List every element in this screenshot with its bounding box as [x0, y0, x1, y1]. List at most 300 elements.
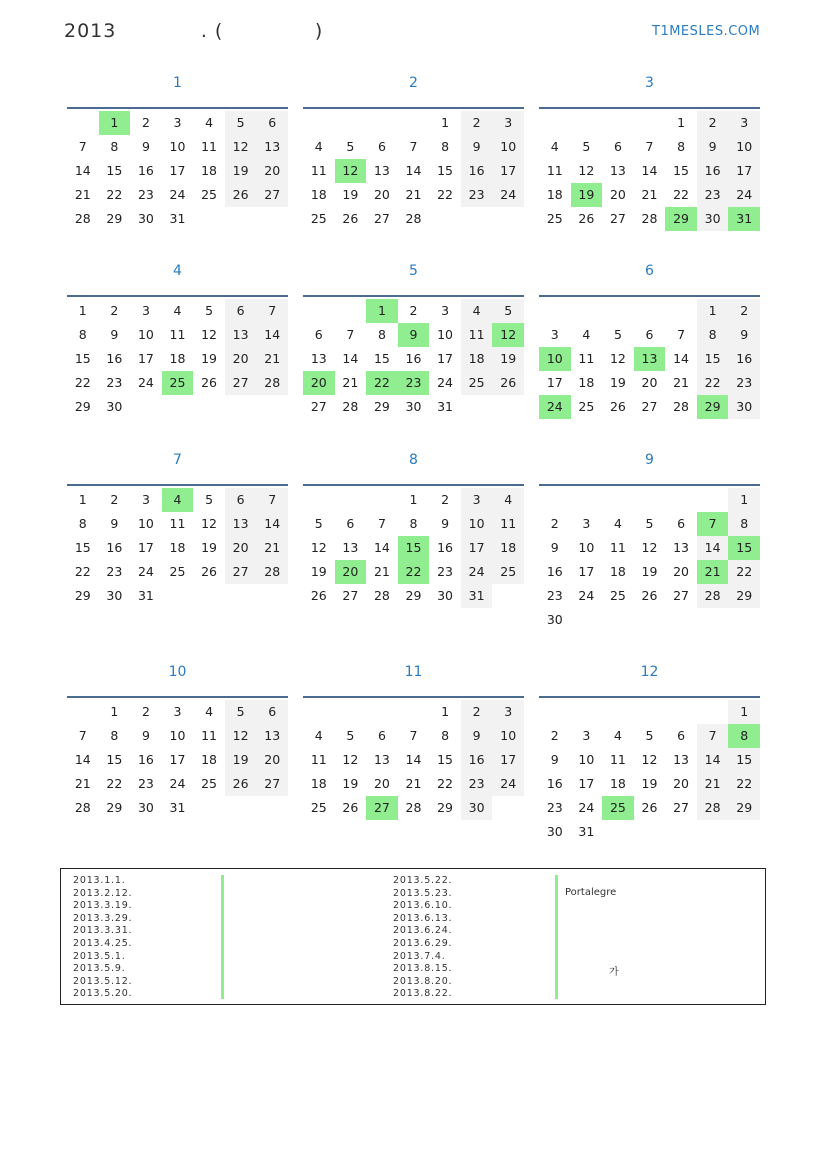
holiday-date: 2013.8.22. — [393, 988, 453, 1000]
day-cell: 18 — [492, 536, 524, 560]
day-cell: 26 — [342, 211, 359, 226]
day-cell: 29 — [74, 588, 91, 603]
day-cell: 8 — [441, 139, 450, 154]
day-cell: 14 — [697, 536, 729, 560]
day-cell: 26 — [225, 183, 257, 207]
month-title: 1 — [173, 75, 182, 91]
day-cell: 14 — [342, 351, 359, 366]
month-divider — [67, 107, 288, 109]
empty-cell — [303, 488, 335, 512]
day-cell: 26 — [641, 588, 658, 603]
day-cell: 22 — [673, 187, 690, 202]
day-cell: 1 — [110, 704, 119, 719]
day-cell: 13 — [373, 752, 390, 767]
day-cell: 16 — [461, 159, 493, 183]
day-cell: 15 — [728, 536, 760, 560]
day-cell: 17 — [169, 752, 186, 767]
day-grid — [303, 299, 524, 419]
page-title: 2013 . ( ) — [64, 20, 324, 42]
day-cell: 25 — [169, 564, 186, 579]
day-cell: 14 — [373, 540, 390, 555]
holiday-date: 2013.2.12. — [73, 887, 133, 899]
day-cell: 3 — [550, 327, 559, 342]
month-divider — [539, 107, 760, 109]
day-cell: 13 — [225, 512, 257, 536]
month-12 — [539, 663, 760, 844]
day-cell: 20 — [335, 560, 367, 584]
day-cell: 13 — [634, 347, 666, 371]
day-cell: 6 — [225, 299, 257, 323]
day-cell: 8 — [110, 728, 119, 743]
day-cell: 21 — [697, 772, 729, 796]
day-cell: 3 — [461, 488, 493, 512]
day-cell: 6 — [314, 327, 323, 342]
holiday-date: 2013.5.20. — [73, 988, 133, 1000]
day-cell: 7 — [697, 512, 729, 536]
day-cell: 25 — [201, 187, 218, 202]
day-cell: 30 — [106, 588, 123, 603]
day-cell: 5 — [645, 516, 654, 531]
day-cell: 29 — [728, 796, 760, 820]
day-cell: 9 — [110, 516, 119, 531]
day-grid — [303, 488, 524, 608]
month-1 — [67, 74, 288, 231]
day-cell: 27 — [366, 796, 398, 820]
day-cell: 14 — [405, 163, 422, 178]
day-cell: 8 — [78, 327, 87, 342]
day-cell: 21 — [74, 187, 91, 202]
day-cell: 16 — [461, 748, 493, 772]
day-cell: 26 — [201, 564, 218, 579]
day-cell: 16 — [106, 351, 123, 366]
empty-cell — [634, 700, 666, 724]
empty-cell — [366, 488, 398, 512]
empty-cell — [539, 700, 571, 724]
day-cell: 18 — [310, 776, 327, 791]
day-cell: 13 — [256, 135, 288, 159]
day-cell: 10 — [137, 516, 154, 531]
empty-cell — [602, 488, 634, 512]
day-cell: 23 — [728, 371, 760, 395]
day-cell: 22 — [106, 187, 123, 202]
month-11 — [303, 663, 524, 820]
day-cell: 3 — [173, 115, 182, 130]
day-cell: 20 — [225, 347, 257, 371]
holiday-list-left — [73, 875, 132, 1001]
month-5 — [303, 262, 524, 419]
day-cell: 9 — [697, 135, 729, 159]
day-cell: 13 — [256, 724, 288, 748]
day-cell: 17 — [169, 163, 186, 178]
day-cell: 11 — [310, 752, 327, 767]
day-cell: 11 — [609, 752, 626, 767]
empty-cell — [303, 299, 335, 323]
day-cell: 27 — [256, 183, 288, 207]
holiday-date: 2013.8.20. — [393, 975, 453, 987]
day-cell: 4 — [492, 488, 524, 512]
day-cell: 7 — [409, 728, 418, 743]
day-cell: 17 — [137, 351, 154, 366]
day-cell: 6 — [256, 700, 288, 724]
day-cell: 1 — [366, 299, 398, 323]
day-cell: 6 — [377, 139, 386, 154]
day-cell: 9 — [141, 139, 150, 154]
day-cell: 7 — [377, 516, 386, 531]
day-cell: 26 — [641, 800, 658, 815]
holiday-date: 2013.6.24. — [393, 925, 453, 937]
day-cell: 10 — [539, 347, 571, 371]
day-cell: 8 — [110, 139, 119, 154]
empty-cell — [602, 700, 634, 724]
empty-cell — [335, 299, 367, 323]
day-cell: 14 — [673, 351, 690, 366]
day-cell: 2 — [110, 303, 119, 318]
month-7 — [67, 451, 288, 608]
day-cell: 27 — [342, 588, 359, 603]
day-cell: 11 — [609, 540, 626, 555]
day-cell: 1 — [409, 492, 418, 507]
day-cell: 28 — [697, 796, 729, 820]
day-cell: 5 — [205, 303, 214, 318]
day-cell: 22 — [74, 375, 91, 390]
day-cell: 10 — [137, 327, 154, 342]
day-cell: 20 — [225, 536, 257, 560]
day-cell: 4 — [461, 299, 493, 323]
day-cell: 17 — [578, 564, 595, 579]
empty-cell — [398, 111, 430, 135]
day-cell: 23 — [106, 564, 123, 579]
day-cell: 18 — [201, 163, 218, 178]
day-cell: 29 — [665, 207, 697, 231]
day-cell: 20 — [373, 776, 390, 791]
day-cell: 23 — [137, 187, 154, 202]
month-6 — [539, 262, 760, 419]
day-cell: 23 — [137, 776, 154, 791]
day-cell: 24 — [492, 772, 524, 796]
day-cell: 25 — [162, 371, 194, 395]
day-cell: 31 — [169, 800, 186, 815]
day-cell: 2 — [441, 492, 450, 507]
day-cell: 25 — [578, 399, 595, 414]
day-cell: 9 — [728, 323, 760, 347]
day-cell: 11 — [169, 516, 186, 531]
day-cell: 13 — [609, 163, 626, 178]
holiday-date: 2013.1.1. — [73, 875, 126, 886]
day-cell: 20 — [256, 748, 288, 772]
empty-cell — [366, 111, 398, 135]
day-cell: 21 — [373, 564, 390, 579]
day-cell: 2 — [110, 492, 119, 507]
day-cell: 15 — [728, 748, 760, 772]
day-cell: 9 — [141, 728, 150, 743]
day-cell: 17 — [546, 375, 563, 390]
day-cell: 16 — [437, 540, 454, 555]
month-divider — [303, 295, 524, 297]
day-cell: 13 — [673, 752, 690, 767]
day-cell: 14 — [641, 163, 658, 178]
day-cell: 11 — [310, 163, 327, 178]
holiday-date: 2013.6.29. — [393, 937, 453, 949]
day-cell: 5 — [645, 728, 654, 743]
month-divider — [67, 484, 288, 486]
month-title: 2 — [409, 75, 418, 91]
empty-cell — [634, 111, 666, 135]
day-cell: 1 — [697, 299, 729, 323]
day-cell: 16 — [728, 347, 760, 371]
empty-cell — [398, 700, 430, 724]
day-cell: 29 — [373, 399, 390, 414]
empty-cell — [67, 700, 99, 724]
day-cell: 20 — [256, 159, 288, 183]
day-cell: 2 — [141, 704, 150, 719]
day-grid — [539, 111, 760, 231]
empty-cell — [571, 488, 603, 512]
day-cell: 21 — [74, 776, 91, 791]
day-cell: 2 — [550, 516, 559, 531]
month-title: 3 — [645, 75, 654, 91]
month-10 — [67, 663, 288, 820]
day-cell: 16 — [106, 540, 123, 555]
day-cell: 25 — [492, 560, 524, 584]
month-divider — [303, 484, 524, 486]
day-cell: 27 — [225, 371, 257, 395]
day-cell: 18 — [461, 347, 493, 371]
month-title: 5 — [409, 263, 418, 279]
day-grid — [539, 299, 760, 419]
day-cell: 8 — [728, 724, 760, 748]
day-cell: 5 — [346, 139, 355, 154]
day-cell: 4 — [613, 516, 622, 531]
holiday-date: 2013.6.10. — [393, 900, 453, 912]
day-cell: 5 — [582, 139, 591, 154]
day-cell: 28 — [373, 588, 390, 603]
day-cell: 24 — [728, 183, 760, 207]
day-cell: 5 — [225, 111, 257, 135]
day-cell: 12 — [641, 540, 658, 555]
day-cell: 24 — [169, 187, 186, 202]
empty-cell — [67, 111, 99, 135]
month-title: 7 — [173, 452, 182, 468]
day-cell: 21 — [256, 347, 288, 371]
day-cell: 5 — [205, 492, 214, 507]
day-cell: 10 — [461, 512, 493, 536]
day-cell: 1 — [728, 700, 760, 724]
day-cell: 15 — [437, 163, 454, 178]
day-cell: 3 — [728, 111, 760, 135]
day-cell: 27 — [225, 560, 257, 584]
empty-cell — [602, 111, 634, 135]
day-cell: 1 — [441, 704, 450, 719]
holiday-date: 2013.7.4. — [393, 950, 446, 962]
day-cell: 19 — [342, 187, 359, 202]
day-cell: 8 — [677, 139, 686, 154]
day-cell: 6 — [677, 516, 686, 531]
day-cell: 31 — [169, 211, 186, 226]
day-cell: 28 — [256, 371, 288, 395]
day-cell: 2 — [697, 111, 729, 135]
day-cell: 30 — [697, 207, 729, 231]
day-cell: 30 — [546, 612, 563, 627]
day-cell: 29 — [728, 584, 760, 608]
day-cell: 17 — [728, 159, 760, 183]
day-cell: 13 — [673, 540, 690, 555]
day-cell: 30 — [106, 399, 123, 414]
day-cell: 18 — [201, 752, 218, 767]
day-cell: 19 — [641, 564, 658, 579]
day-cell: 23 — [461, 183, 493, 207]
day-cell: 30 — [437, 588, 454, 603]
day-cell: 4 — [613, 728, 622, 743]
day-cell: 24 — [492, 183, 524, 207]
day-cell: 11 — [201, 139, 218, 154]
day-cell: 27 — [641, 399, 658, 414]
day-cell: 16 — [546, 776, 563, 791]
day-cell: 18 — [546, 187, 563, 202]
day-cell: 21 — [405, 776, 422, 791]
day-cell: 21 — [256, 536, 288, 560]
empty-cell — [697, 488, 729, 512]
day-cell: 20 — [673, 564, 690, 579]
empty-cell — [571, 299, 603, 323]
day-cell: 7 — [697, 724, 729, 748]
day-cell: 31 — [137, 588, 154, 603]
day-cell: 29 — [74, 399, 91, 414]
day-cell: 22 — [74, 564, 91, 579]
day-cell: 8 — [728, 512, 760, 536]
empty-cell — [539, 488, 571, 512]
month-title: 12 — [640, 664, 659, 680]
day-cell: 3 — [582, 728, 591, 743]
day-cell: 19 — [225, 159, 257, 183]
empty-cell — [571, 700, 603, 724]
day-cell: 23 — [398, 371, 430, 395]
location-note: Portalegre — [565, 887, 617, 898]
empty-cell — [539, 299, 571, 323]
day-cell: 15 — [106, 163, 123, 178]
month-divider — [539, 295, 760, 297]
day-cell: 23 — [461, 772, 493, 796]
holiday-date: 2013.5.23. — [393, 887, 453, 899]
day-cell: 12 — [342, 752, 359, 767]
empty-cell — [366, 700, 398, 724]
day-cell: 18 — [609, 776, 626, 791]
empty-cell — [665, 700, 697, 724]
day-cell: 29 — [106, 800, 123, 815]
day-grid — [303, 700, 524, 820]
day-cell: 12 — [609, 351, 626, 366]
day-cell: 7 — [256, 488, 288, 512]
day-cell: 10 — [169, 728, 186, 743]
day-cell: 5 — [492, 299, 524, 323]
day-cell: 7 — [645, 139, 654, 154]
empty-cell — [665, 299, 697, 323]
day-cell: 5 — [225, 700, 257, 724]
day-cell: 29 — [697, 395, 729, 419]
day-cell: 3 — [141, 303, 150, 318]
day-cell: 28 — [256, 560, 288, 584]
day-cell: 30 — [546, 824, 563, 839]
day-cell: 25 — [546, 211, 563, 226]
day-cell: 21 — [697, 560, 729, 584]
day-cell: 28 — [641, 211, 658, 226]
day-grid — [67, 700, 288, 820]
day-cell: 30 — [137, 211, 154, 226]
day-cell: 15 — [74, 540, 91, 555]
day-grid — [539, 700, 760, 844]
day-cell: 1 — [441, 115, 450, 130]
day-cell: 14 — [405, 752, 422, 767]
holiday-date: 2013.5.1. — [73, 950, 126, 962]
day-cell: 11 — [169, 327, 186, 342]
day-cell: 1 — [78, 303, 87, 318]
month-title: 4 — [173, 263, 182, 279]
site-logo[interactable]: T1MESLES.COM — [652, 24, 761, 39]
day-cell: 1 — [677, 115, 686, 130]
holiday-list-box — [60, 868, 766, 1005]
day-cell: 21 — [405, 187, 422, 202]
day-cell: 2 — [550, 728, 559, 743]
day-cell: 5 — [314, 516, 323, 531]
day-cell: 18 — [609, 564, 626, 579]
day-cell: 17 — [492, 748, 524, 772]
day-cell: 3 — [441, 303, 450, 318]
empty-cell — [335, 488, 367, 512]
day-cell: 18 — [310, 187, 327, 202]
day-cell: 23 — [546, 588, 563, 603]
empty-cell — [303, 111, 335, 135]
holiday-date: 2013.5.22. — [393, 875, 453, 886]
month-divider — [539, 696, 760, 698]
day-cell: 6 — [645, 327, 654, 342]
day-cell: 31 — [728, 207, 760, 231]
day-cell: 19 — [492, 347, 524, 371]
day-cell: 26 — [492, 371, 524, 395]
day-cell: 12 — [641, 752, 658, 767]
empty-cell — [571, 111, 603, 135]
day-cell: 15 — [437, 752, 454, 767]
day-cell: 4 — [314, 728, 323, 743]
day-cell: 30 — [728, 395, 760, 419]
day-cell: 22 — [106, 776, 123, 791]
day-cell: 12 — [225, 135, 257, 159]
day-cell: 30 — [137, 800, 154, 815]
day-cell: 28 — [74, 800, 91, 815]
day-cell: 13 — [310, 351, 327, 366]
day-cell: 20 — [303, 371, 335, 395]
day-cell: 16 — [405, 351, 422, 366]
holiday-marker-bar — [555, 875, 558, 999]
day-cell: 22 — [697, 371, 729, 395]
day-cell: 7 — [256, 299, 288, 323]
day-cell: 3 — [141, 492, 150, 507]
day-cell: 28 — [697, 584, 729, 608]
day-cell: 10 — [578, 752, 595, 767]
day-cell: 21 — [342, 375, 359, 390]
day-cell: 23 — [546, 800, 563, 815]
month-9 — [539, 451, 760, 632]
day-cell: 15 — [373, 351, 390, 366]
day-cell: 13 — [225, 323, 257, 347]
day-cell: 9 — [398, 323, 430, 347]
day-cell: 4 — [173, 303, 182, 318]
day-cell: 23 — [106, 375, 123, 390]
day-cell: 24 — [461, 560, 493, 584]
day-cell: 10 — [578, 540, 595, 555]
day-cell: 24 — [539, 395, 571, 419]
day-grid — [67, 488, 288, 608]
day-cell: 22 — [398, 560, 430, 584]
day-cell: 16 — [137, 163, 154, 178]
